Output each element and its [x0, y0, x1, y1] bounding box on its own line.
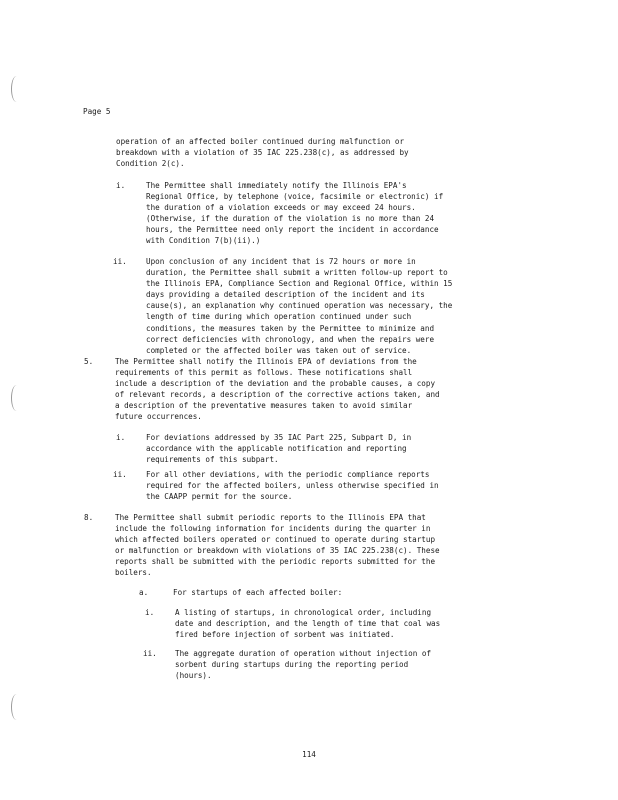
section-5-ii-marker: ii.	[113, 470, 127, 479]
section-8-text: The Permittee shall submit periodic reports to the Illinois EPA that include the following information for incidents during the quarter in which affected boilers operated or continued to operate during startup or malfunction or breakdown with violations of 35 IAC 225.238(c). These reports shall be submitted with the periodic reports submitted for the boilers.	[115, 513, 440, 578]
lead-paragraph: operation of an affected boiler continued during malfunction or breakdown with a violation of 35 IAC 225.238(c), as addressed by Condition 2(c).	[116, 137, 409, 169]
item-i-text: The Permittee shall immediately notify the Illinois EPA's Regional Office, by telephone (voice, facsimile or electronic) if the duration of a violation exceeds or may exceed 24 hours. (Otherwise, if the duration of the violation is no more than 24 hours, the Permittee need only report the incident in accordance with Condition 7(b)(ii).)	[146, 181, 444, 246]
section-5-ii-text: For all other deviations, with the periodic compliance reports required for the affected boilers, unless otherwise specified in the CAAPP permit for the source.	[146, 470, 439, 502]
section-8-a-i-text: A listing of startups, in chronological order, including date and description, and the length of time that coal was fired before injection of sorbent was initiated.	[175, 608, 441, 640]
section-5-text: The Permittee shall notify the Illinois EPA of deviations from the requirements of this permit as follows. These notifications shall include a description of the deviation and the probable causes, a copy of relevant records, a description of the corrective actions taken, and a description of the preventative measures taken to avoid similar future occurrences.	[115, 357, 440, 422]
section-8-a-ii-marker: ii.	[143, 649, 157, 658]
section-8-a-ii-text: The aggregate duration of operation without injection of sorbent during startups during the reporting period (hours).	[175, 649, 432, 681]
page-number: 114	[302, 750, 316, 759]
section-8-a-marker: a.	[139, 588, 149, 597]
punch-hole-top	[11, 76, 22, 102]
section-5-i-text: For deviations addressed by 35 IAC Part 225, Subpart D, in accordance with the applicable notification and reporting requirements of this subpart.	[146, 433, 412, 465]
item-ii-marker: ii.	[113, 257, 127, 266]
section-8-a-text: For startups of each affected boiler:	[173, 588, 343, 597]
item-i-marker: i.	[116, 181, 126, 190]
section-5-marker: 5.	[84, 357, 94, 366]
section-5-i-marker: i.	[116, 433, 126, 442]
punch-hole-middle	[11, 385, 22, 411]
item-ii-text: Upon conclusion of any incident that is 72 hours or more in duration, the Permittee shall submit a written follow-up report to the Illinois EPA, Compliance Section and Regional Office, within 15 days providing a detailed description of the incident and its cause(s), an explanation why continued operation was necessary, the length of time during which operation continued under such conditions, the measures taken by the Permittee to minimize and correct deficiencies with chronology, and when the repairs were completed or the affected boiler was taken out of service.	[146, 257, 453, 355]
page-header: Page 5	[83, 107, 111, 116]
punch-hole-bottom	[11, 694, 22, 720]
section-8-a-i-marker: i.	[145, 608, 155, 617]
section-8-marker: 8.	[84, 513, 94, 522]
